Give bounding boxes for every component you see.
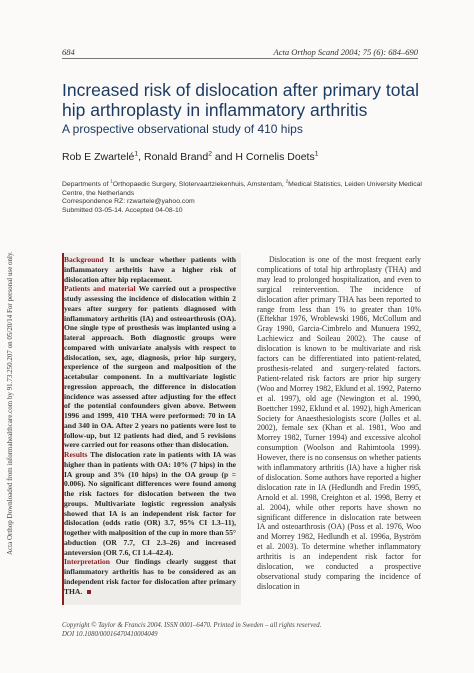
page-number: 684 [62, 47, 75, 57]
download-watermark-text: Acta Orthop Downloaded from informahealthcare.com by 91.73.250.207 on 05/20/14 For personal use only. [6, 251, 14, 555]
abstract-results-label: Results [64, 450, 88, 459]
end-of-abstract-marker [87, 590, 91, 594]
journal-citation: Acta Orthop Scand 2004; 75 (6): 684–690 [273, 47, 418, 57]
article-title: Increased risk of dislocation after primary total hip arthroplasty in inflammatory arthritis [62, 80, 419, 120]
abstract-text [64, 255, 236, 596]
submission-dates: Submitted 03-05-14. Accepted 04-08-10 [62, 206, 183, 214]
header-rule [62, 58, 418, 59]
abstract-results: The dislocation rate in patients with IA was higher than in patients with OA: 10% (7 hips) in the IA group and 3% (10 hips) in the OA group (p = 0.006). No significant differences were found among the risk factors for dislocation between the two groups. Multivariate logistic regression analysis showed that IA is an independent risk factor for dislocation (odds ratio (OR) 3.7, 95% CI 1.3–11), together with malposition of the cup in more than 55° abduction (OR 7.7, CI 2.3–26) and increased anteversion (OR 7.6, CI 1.4–42.4). [64, 450, 236, 557]
introduction-paragraph: Dislocation is one of the most frequent early complications of total hip arthroplasty (THA) and may lead to prolonged hospitalization, and even to surgical reintervention. The incidence of dislocation after primary THA has been reported to range from less than 1% to greater than 10% (Eftekhar 1976, Wroblewski 1986, McCollum and Gray 1990, Garcia-Cimbrelo and Munuera 1992, Lachiewicz and Soileau 2002). The cause of dislocation is known to be multivariate and risk factors can be differentiated into patient-related, prosthesis-related and surgery-related factors. Patient-related risk factors are prior hip surgery (Woo and Morrey 1982, Eklund et al. 1992, Paterno et al. 1997), old age (Newington et al. 1990, Boettcher 1992, Eklund et al. 1992), high American Society for Anaesthesiologists score (Jolles et al. 2002), female sex (Khan et al. 1981, Woo and Morrey 1982, Turner 1994) and excessive alcohol consumption (Woolson and Rahimtoola 1999). However, there is no consensus on whether patients with inflammatory arthritis (IA) have a higher risk of dislocation. Some authors have reported a higher dislocation rate in IA (Hedlundh and Fredin 1995, Arnold et al. 1998, Creighton et al. 1998, Berry et al. 2004), while other reports have shown no significant difference in dislocation rate between IA and osteoarthrosis (OA) (Poss et al. 1976, Woo and Morrey 1982, Hedlundh et al. 1996a, Byström et al. 2003). To determine whether inflammatory arthritis is an independent risk factor for dislocation, we conducted a prospective observational study comparing the incidence of dislocation in [257, 255, 421, 591]
article-subtitle: A prospective observational study of 410 hips [62, 122, 303, 136]
page-footer [62, 622, 321, 639]
affiliation-departments: Departments of $^1$Orthopaedic Surgery, Slotervaartziekenhuis, Amsterdam, $^2$Medical Statistics, Leiden University Medical Centre, the Netherlands [62, 178, 422, 197]
abstract-background-label: Background [64, 255, 104, 264]
abstract-methods: We carried out a prospective study assessing the incidence of dislocation within 2 years after surgery for patients diagnosed with inflammatory arthritis (IA) and osteoarthrosis (OA). One single type of prosthesis was implanted using a lateral approach. Both diagnostic groups were compared with univariate analysis with respect to dislocation, sex, age, diagnosis, prior hip surgery, experience of the surgeon and malposition of the acetabular component. In a multivariate logistic regression approach, the difference in dislocation incidence was assessed after adjusting for the effect of the potential confounders given above. Between 1996 and 1999, 410 THA were performed: 70 in IA and 340 in OA. After 2 years no patients were lost to follow-up, but 12 patients had died, and 5 revisions were carried out for reasons other than dislocation. [64, 284, 236, 450]
author-list: Rob E Zwartelé$^1$, Ronald Brand$^2$ and H Cornelis Doets$^1$ [62, 150, 319, 163]
download-watermark [2, 175, 24, 555]
doi-line: DOI 10.1080/00016470410004049 [62, 630, 158, 638]
abstract-background: It is unclear whether patients with inflammatory arthritis have a higher risk of dislocation after hip replacement. [64, 255, 237, 284]
copyright-line: Copyright © Taylor & Francis 2004. ISSN 0001–6470. Printed in Sweden – all rights reserved. [62, 622, 322, 629]
introduction-column [257, 255, 421, 592]
abstract-interpretation: Our findings clearly suggest that inflammatory arthritis has to be considered as an independent risk factor for dislocation after primary THA. [64, 557, 237, 596]
correspondence-line: Correspondence RZ: rzwartele@yahoo.com [62, 198, 195, 206]
abstract-methods-label: Patients and material [64, 284, 136, 294]
abstract-interpretation-label: Interpretation [64, 557, 110, 567]
affiliation-block [62, 178, 422, 215]
